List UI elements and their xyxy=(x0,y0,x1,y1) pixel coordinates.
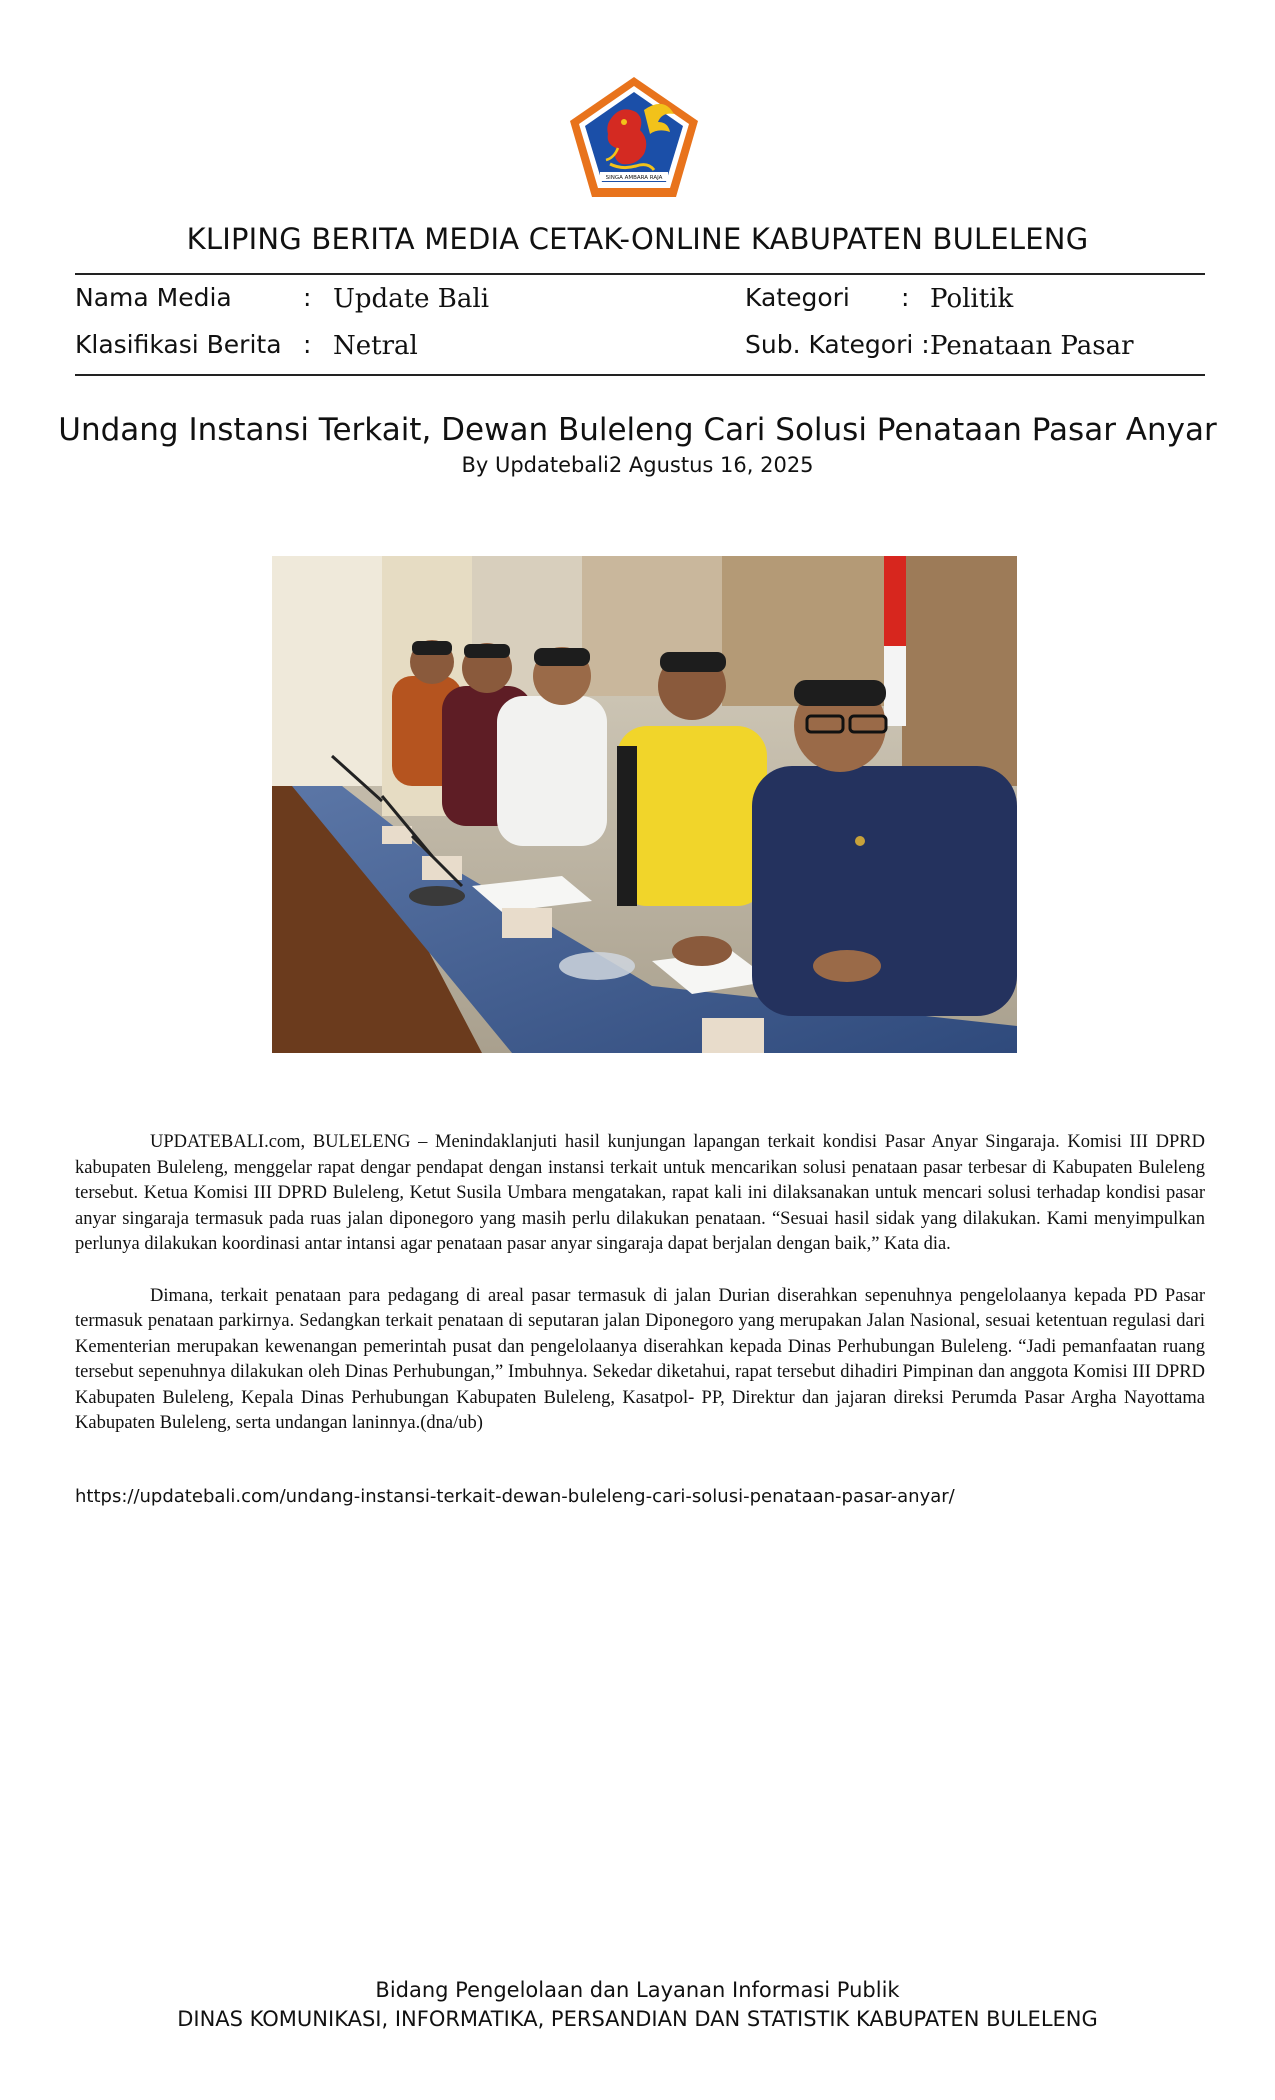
article-photo xyxy=(272,556,1017,1053)
emblem-icon xyxy=(566,74,702,202)
category-colon: : xyxy=(901,283,910,312)
header-divider-bottom xyxy=(75,374,1205,376)
article-title: Undang Instansi Terkait, Dewan Buleleng Cari Solusi Penataan Pasar Anyar xyxy=(58,412,1217,448)
classification-colon: : xyxy=(303,330,312,359)
media-colon: : xyxy=(303,283,312,312)
svg-text:SINGA AMBARA RAJA: SINGA AMBARA RAJA xyxy=(605,175,663,181)
classification-label: Klasifikasi Berita xyxy=(75,330,282,359)
kabupaten-buleleng-emblem xyxy=(566,74,702,202)
article-byline: By Updatebali2 Agustus 16, 2025 xyxy=(461,453,814,477)
footer-office: DINAS KOMUNIKASI, INFORMATIKA, PERSANDIAN DAN STATISTIK KABUPATEN BULELENG xyxy=(177,2007,1098,2031)
article-paragraph: Dimana, terkait penataan para pedagang di areal pasar termasuk di jalan Durian diserahkan sepenuhnya pengelolaanya kepada PD Pasar termasuk penataan parkirnya. Sedangkan terkait penataan di seputaran jalan Diponegoro yang merupakan Jalan Nasional, sesuai ketentuan regulasi dari Kementerian merupakan kewenangan pemerintah pusat dan pengelolaanya diserahkan kepada Dinas Perhubungan Buleleng. “Jadi pemanfaatan ruang tersebut sepenuhnya dilakukan oleh Dinas Perhubungan,” Imbuhnya. Sekedar diketahui, rapat tersebut dihadiri Pimpinan dan anggota Komisi III DPRD Kabupaten Buleleng, Kepala Dinas Perhubungan Kabupaten Buleleng, Kasatpol- PP, Direktur dan jajaran direksi Perumda Pasar Argha Nayottama Kabupaten Buleleng, serta undangan laninnya.(dna/ub) xyxy=(75,1285,1205,1433)
article-paragraph: UPDATEBALI.com, BULELENG – Menindaklanjuti hasil kunjungan lapangan terkait kondisi Pasar Anyar Singaraja. Komisi III DPRD kabupaten Buleleng, menggelar rapat dengar pendapat dengan instansi terkait untuk mencarikan solusi penataan pasar terbesar di Kabupaten Buleleng tersebut. Ketua Komisi III DPRD Buleleng, Ketut Susila Umbara mengatakan, rapat kali ini dilaksanakan untuk mencari solusi terhadap kondisi pasar anyar singaraja termasuk pada ruas jalan diponegoro yang masih perlu dilakukan penataan. “Sesuai hasil sidak yang dilakukan. Kami menyimpulkan perlunya dilakukan koordinasi antar intansi agar penataan pasar anyar singaraja dapat berjalan dengan baik,” Kata dia. xyxy=(75,1132,1205,1254)
classification-value: Netral xyxy=(333,331,418,361)
footer-division: Bidang Pengelolaan dan Layanan Informasi Publik xyxy=(375,1978,900,2002)
header-divider-top xyxy=(75,273,1205,275)
article-body xyxy=(75,1130,1205,1437)
document-header: KLIPING BERITA MEDIA CETAK-ONLINE KABUPATEN BULELENG xyxy=(186,222,1089,256)
meeting-photo-illustration xyxy=(272,556,1017,1053)
subcategory-value: Penataan Pasar xyxy=(930,331,1134,361)
subcategory-label: Sub. Kategori : xyxy=(745,330,930,359)
media-value: Update Bali xyxy=(333,284,490,314)
source-url[interactable]: https://updatebali.com/undang-instansi-terkait-dewan-buleleng-cari-solusi-penataan-pasar-anyar/ xyxy=(75,1486,955,1507)
media-label: Nama Media xyxy=(75,283,232,312)
category-value: Politik xyxy=(930,284,1014,314)
category-label: Kategori xyxy=(745,283,850,312)
